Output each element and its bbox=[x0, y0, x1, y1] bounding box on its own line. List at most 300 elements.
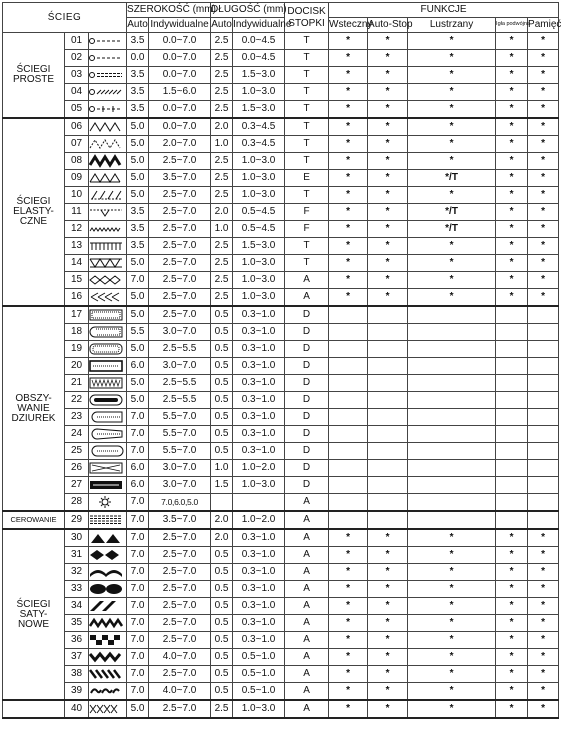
stitch-pattern[interactable] bbox=[89, 67, 127, 84]
stitch-pattern[interactable] bbox=[89, 683, 127, 701]
stitch-pattern[interactable] bbox=[89, 426, 127, 443]
table-row bbox=[3, 547, 559, 564]
func-reverse: * bbox=[329, 153, 368, 170]
table-row bbox=[3, 118, 559, 136]
width-individual: 2.5~7.0 bbox=[149, 564, 211, 581]
stitch-pattern[interactable] bbox=[89, 84, 127, 101]
stitch-pattern[interactable] bbox=[89, 529, 127, 547]
stitch-pattern[interactable] bbox=[89, 511, 127, 529]
presser-foot: A bbox=[285, 666, 329, 683]
func-mirror: * bbox=[408, 67, 496, 84]
stitch-pattern[interactable] bbox=[89, 204, 127, 221]
width-auto: 7.0 bbox=[127, 649, 149, 666]
buttonhole-stretch-icon bbox=[89, 360, 123, 372]
func-twin-needle bbox=[496, 375, 528, 392]
func-reverse: * bbox=[329, 666, 368, 683]
func-mirror: * bbox=[408, 547, 496, 564]
func-reverse: * bbox=[329, 101, 368, 119]
func-mirror bbox=[408, 358, 496, 375]
length-auto: 0.5 bbox=[211, 443, 233, 460]
func-memory bbox=[528, 460, 559, 477]
stitch-number: 14 bbox=[65, 255, 89, 272]
stitch-pattern[interactable] bbox=[89, 221, 127, 238]
func-memory: * bbox=[528, 84, 559, 101]
length-individual: 1.0~3.0 bbox=[233, 84, 285, 101]
stitch-number: 29 bbox=[65, 511, 89, 529]
func-autostop bbox=[368, 306, 408, 324]
stitch-pattern[interactable] bbox=[89, 324, 127, 341]
category-cell bbox=[3, 118, 65, 306]
category-label-line: DZIUREK bbox=[11, 412, 56, 424]
length-auto: 1.5 bbox=[211, 477, 233, 494]
func-memory: * bbox=[528, 272, 559, 289]
func-autostop: * bbox=[368, 547, 408, 564]
table-row bbox=[3, 170, 559, 187]
func-mirror bbox=[408, 477, 496, 494]
func-autostop bbox=[368, 324, 408, 341]
table-row bbox=[3, 494, 559, 512]
func-reverse bbox=[329, 324, 368, 341]
length-auto: 0.5 bbox=[211, 375, 233, 392]
stitch-pattern[interactable] bbox=[89, 33, 127, 50]
width-auto: 7.0 bbox=[127, 494, 149, 512]
stitch-pattern[interactable] bbox=[89, 118, 127, 136]
table-row bbox=[3, 529, 559, 547]
func-mirror: * bbox=[408, 118, 496, 136]
length-individual bbox=[233, 494, 285, 512]
slant-overlock-icon bbox=[89, 189, 123, 201]
func-autostop: * bbox=[368, 666, 408, 683]
stitch-number: 20 bbox=[65, 358, 89, 375]
length-individual: 1.0~3.0 bbox=[233, 272, 285, 289]
func-autostop: * bbox=[368, 187, 408, 204]
func-twin-needle bbox=[496, 306, 528, 324]
satin-zigzag-icon bbox=[89, 617, 123, 629]
width-auto: 7.0 bbox=[127, 564, 149, 581]
table-row bbox=[3, 289, 559, 307]
stitch-number: 24 bbox=[65, 426, 89, 443]
func-mirror bbox=[408, 426, 496, 443]
table-row bbox=[3, 666, 559, 683]
header-functions: FUNKCJE bbox=[329, 3, 559, 18]
func-memory bbox=[528, 494, 559, 512]
width-individual: 0.0~7.0 bbox=[149, 33, 211, 50]
func-reverse: * bbox=[329, 649, 368, 666]
presser-foot: F bbox=[285, 204, 329, 221]
stitch-pattern[interactable] bbox=[89, 392, 127, 409]
header-foot bbox=[285, 3, 329, 33]
func-memory: * bbox=[528, 683, 559, 701]
buttonhole-straight-icon bbox=[89, 479, 123, 491]
width-individual: 4.0~7.0 bbox=[149, 683, 211, 701]
func-reverse: * bbox=[329, 84, 368, 101]
table-row bbox=[3, 324, 559, 341]
category-label-line: OBSZY- bbox=[15, 392, 52, 404]
stitch-pattern[interactable] bbox=[89, 564, 127, 581]
header-foot-line2: STOPKI bbox=[288, 17, 325, 29]
category-cell bbox=[3, 511, 65, 529]
presser-foot: A bbox=[285, 581, 329, 598]
stitch-pattern[interactable] bbox=[89, 170, 127, 187]
func-twin-needle: * bbox=[496, 255, 528, 272]
func-memory: * bbox=[528, 289, 559, 307]
length-individual: 0.5~1.0 bbox=[233, 666, 285, 683]
length-individual: 0.3~1.0 bbox=[233, 529, 285, 547]
width-individual: 3.0~7.0 bbox=[149, 358, 211, 375]
presser-foot: D bbox=[285, 392, 329, 409]
func-memory: * bbox=[528, 101, 559, 119]
category-cell bbox=[3, 529, 65, 700]
length-auto: 2.5 bbox=[211, 67, 233, 84]
stitch-number: 37 bbox=[65, 649, 89, 666]
table-row bbox=[3, 683, 559, 701]
func-autostop: * bbox=[368, 170, 408, 187]
length-individual: 1.0~3.0 bbox=[233, 289, 285, 307]
func-reverse: * bbox=[329, 118, 368, 136]
table-row bbox=[3, 511, 559, 529]
category-label-line: PROSTE bbox=[12, 74, 55, 85]
func-reverse bbox=[329, 358, 368, 375]
stitch-pattern[interactable] bbox=[89, 581, 127, 598]
func-autostop: * bbox=[368, 615, 408, 632]
func-memory: * bbox=[528, 33, 559, 50]
table-row bbox=[3, 67, 559, 84]
length-auto: 2.0 bbox=[211, 529, 233, 547]
func-reverse: * bbox=[329, 187, 368, 204]
stitch-number: 27 bbox=[65, 477, 89, 494]
func-mirror: * bbox=[408, 136, 496, 153]
stitch-number: 35 bbox=[65, 615, 89, 632]
func-mirror: * bbox=[408, 84, 496, 101]
stitch-pattern[interactable] bbox=[89, 187, 127, 204]
width-individual: 2.5~7.0 bbox=[149, 632, 211, 649]
blind-hem-icon bbox=[89, 172, 123, 184]
func-memory bbox=[528, 306, 559, 324]
header-mirror: Lustrzany bbox=[408, 18, 496, 33]
func-autostop: * bbox=[368, 67, 408, 84]
stitch-pattern[interactable] bbox=[89, 409, 127, 426]
func-autostop bbox=[368, 494, 408, 512]
func-mirror: * bbox=[408, 153, 496, 170]
table-row bbox=[3, 632, 559, 649]
presser-foot: A bbox=[285, 700, 329, 718]
presser-foot: T bbox=[285, 118, 329, 136]
header-width-auto: Auto bbox=[127, 18, 149, 33]
length-individual: 1.0~3.0 bbox=[233, 255, 285, 272]
func-memory: * bbox=[528, 666, 559, 683]
stitch-pattern[interactable] bbox=[89, 50, 127, 67]
presser-foot: A bbox=[285, 272, 329, 289]
satin-diamond-icon bbox=[89, 549, 123, 561]
stitch-pattern[interactable] bbox=[89, 649, 127, 666]
func-memory: * bbox=[528, 238, 559, 255]
stitch-number: 36 bbox=[65, 632, 89, 649]
table-row bbox=[3, 255, 559, 272]
func-mirror: * bbox=[408, 700, 496, 718]
header-width: SZEROKOŚĆ (mm) bbox=[127, 3, 211, 18]
width-auto: 5.0 bbox=[127, 136, 149, 153]
category-label-line: ELASTY- bbox=[13, 206, 54, 217]
presser-foot: A bbox=[285, 598, 329, 615]
func-mirror bbox=[408, 306, 496, 324]
width-individual: 2.0~7.0 bbox=[149, 136, 211, 153]
stitch-pattern[interactable] bbox=[89, 700, 127, 718]
length-individual: 1.0~3.0 bbox=[233, 153, 285, 170]
eyelet-icon bbox=[89, 496, 123, 508]
table-row bbox=[3, 341, 559, 358]
func-mirror bbox=[408, 375, 496, 392]
length-individual: 0.3~1.0 bbox=[233, 392, 285, 409]
func-mirror: * bbox=[408, 615, 496, 632]
func-twin-needle: * bbox=[496, 289, 528, 307]
width-auto: 3.5 bbox=[127, 67, 149, 84]
satin-oval-icon bbox=[89, 583, 123, 595]
length-auto: 2.5 bbox=[211, 187, 233, 204]
func-twin-needle bbox=[496, 443, 528, 460]
width-individual: 0.0~7.0 bbox=[149, 50, 211, 67]
header-width-individual: Indywidualne bbox=[149, 18, 211, 33]
length-individual: 0.0~4.5 bbox=[233, 33, 285, 50]
presser-foot: A bbox=[285, 494, 329, 512]
table-row bbox=[3, 136, 559, 153]
length-individual: 0.3~1.0 bbox=[233, 598, 285, 615]
header-length-auto: Auto bbox=[211, 18, 233, 33]
length-individual: 1.5~3.0 bbox=[233, 238, 285, 255]
func-reverse bbox=[329, 460, 368, 477]
func-reverse: * bbox=[329, 136, 368, 153]
length-auto: 0.5 bbox=[211, 324, 233, 341]
satin-wave-icon bbox=[89, 566, 123, 578]
presser-foot: D bbox=[285, 460, 329, 477]
stitch-number: 23 bbox=[65, 409, 89, 426]
func-twin-needle: * bbox=[496, 84, 528, 101]
width-auto: 3.5 bbox=[127, 33, 149, 50]
length-auto: 0.5 bbox=[211, 632, 233, 649]
width-auto: 3.5 bbox=[127, 204, 149, 221]
func-twin-needle: * bbox=[496, 598, 528, 615]
presser-foot: D bbox=[285, 426, 329, 443]
func-reverse bbox=[329, 426, 368, 443]
func-memory: * bbox=[528, 221, 559, 238]
table-row bbox=[3, 392, 559, 409]
width-individual: 0.0~7.0 bbox=[149, 67, 211, 84]
buttonhole-heirloom-icon bbox=[89, 377, 123, 389]
length-individual: 0.3~1.0 bbox=[233, 581, 285, 598]
stitch-pattern[interactable] bbox=[89, 494, 127, 512]
func-autostop: * bbox=[368, 204, 408, 221]
width-auto: 3.5 bbox=[127, 84, 149, 101]
width-auto: 7.0 bbox=[127, 547, 149, 564]
func-autostop: * bbox=[368, 649, 408, 666]
func-reverse bbox=[329, 341, 368, 358]
presser-foot: T bbox=[285, 50, 329, 67]
header-length-individual: Indywidualne bbox=[233, 18, 285, 33]
length-individual: 0.3~4.5 bbox=[233, 136, 285, 153]
func-mirror: * bbox=[408, 598, 496, 615]
stitch-number: 15 bbox=[65, 272, 89, 289]
func-autostop: * bbox=[368, 84, 408, 101]
func-mirror: * bbox=[408, 529, 496, 547]
stitch-pattern[interactable] bbox=[89, 238, 127, 255]
stitch-pattern[interactable] bbox=[89, 306, 127, 324]
width-auto: 7.0 bbox=[127, 426, 149, 443]
table-row bbox=[3, 426, 559, 443]
stitch-pattern[interactable] bbox=[89, 460, 127, 477]
table-row bbox=[3, 700, 559, 718]
table-row bbox=[3, 306, 559, 324]
table-row bbox=[3, 564, 559, 581]
stitch-pattern[interactable] bbox=[89, 289, 127, 307]
bartack-straight-icon bbox=[89, 103, 123, 115]
satin-chevron-icon bbox=[89, 651, 123, 663]
stitch-pattern[interactable] bbox=[89, 632, 127, 649]
func-mirror bbox=[408, 392, 496, 409]
stitch-pattern[interactable] bbox=[89, 341, 127, 358]
func-reverse: * bbox=[329, 529, 368, 547]
stitch-pattern[interactable] bbox=[89, 615, 127, 632]
presser-foot: T bbox=[285, 136, 329, 153]
width-auto: 6.0 bbox=[127, 460, 149, 477]
table-row bbox=[3, 598, 559, 615]
func-twin-needle bbox=[496, 392, 528, 409]
func-memory: * bbox=[528, 67, 559, 84]
table-row bbox=[3, 238, 559, 255]
width-auto: 7.0 bbox=[127, 632, 149, 649]
length-auto: 2.0 bbox=[211, 511, 233, 529]
table-row bbox=[3, 33, 559, 50]
func-autostop: * bbox=[368, 255, 408, 272]
stitch-pattern[interactable] bbox=[89, 358, 127, 375]
width-individual: 2.5~7.0 bbox=[149, 306, 211, 324]
func-twin-needle bbox=[496, 477, 528, 494]
func-memory bbox=[528, 409, 559, 426]
category-label-line: CEROWANIE bbox=[10, 515, 57, 525]
presser-foot: T bbox=[285, 33, 329, 50]
func-twin-needle: * bbox=[496, 547, 528, 564]
func-reverse bbox=[329, 511, 368, 529]
length-individual: 0.5~1.0 bbox=[233, 649, 285, 666]
presser-foot: A bbox=[285, 632, 329, 649]
stitch-pattern[interactable] bbox=[89, 272, 127, 289]
category-label-line: ŚCIEGI bbox=[16, 64, 51, 75]
presser-foot: D bbox=[285, 409, 329, 426]
width-individual: 0.0~7.0 bbox=[149, 118, 211, 136]
width-auto: 5.0 bbox=[127, 375, 149, 392]
func-memory bbox=[528, 375, 559, 392]
func-reverse bbox=[329, 443, 368, 460]
length-individual: 0.3~1.0 bbox=[233, 426, 285, 443]
length-auto: 2.5 bbox=[211, 153, 233, 170]
buttonhole-round-icon bbox=[89, 343, 123, 355]
func-twin-needle bbox=[496, 341, 528, 358]
buttonhole-square-icon bbox=[89, 309, 123, 321]
stitch-number: 28 bbox=[65, 494, 89, 512]
width-auto: 7.0 bbox=[127, 615, 149, 632]
stitch-number: 04 bbox=[65, 84, 89, 101]
length-auto: 1.0 bbox=[211, 136, 233, 153]
func-reverse: * bbox=[329, 700, 368, 718]
width-individual: 2.5~5.5 bbox=[149, 392, 211, 409]
stitch-pattern[interactable] bbox=[89, 547, 127, 564]
width-individual: 5.5~7.0 bbox=[149, 443, 211, 460]
length-individual: 1.0~2.0 bbox=[233, 460, 285, 477]
func-memory: * bbox=[528, 615, 559, 632]
func-autostop bbox=[368, 426, 408, 443]
width-auto: 7.0 bbox=[127, 409, 149, 426]
width-individual: 2.5~7.0 bbox=[149, 666, 211, 683]
func-twin-needle: * bbox=[496, 615, 528, 632]
table-row bbox=[3, 153, 559, 170]
table-row bbox=[3, 581, 559, 598]
func-reverse: * bbox=[329, 615, 368, 632]
func-reverse bbox=[329, 477, 368, 494]
stitch-number: 22 bbox=[65, 392, 89, 409]
length-individual: 0.3~1.0 bbox=[233, 615, 285, 632]
length-individual: 1.5~3.0 bbox=[233, 101, 285, 119]
func-reverse: * bbox=[329, 170, 368, 187]
func-mirror: * bbox=[408, 649, 496, 666]
width-individual: 2.5~7.0 bbox=[149, 238, 211, 255]
presser-foot: T bbox=[285, 238, 329, 255]
width-individual: 5.5~7.0 bbox=[149, 409, 211, 426]
stitch-number: 02 bbox=[65, 50, 89, 67]
presser-foot: T bbox=[285, 101, 329, 119]
stitch-pattern[interactable] bbox=[89, 666, 127, 683]
width-individual: 5.5~7.0 bbox=[149, 426, 211, 443]
stitch-pattern[interactable] bbox=[89, 101, 127, 119]
func-mirror: * bbox=[408, 666, 496, 683]
func-mirror bbox=[408, 494, 496, 512]
stitch-number: 19 bbox=[65, 341, 89, 358]
func-twin-needle: * bbox=[496, 649, 528, 666]
satin-triangle-icon bbox=[89, 532, 123, 544]
stitch-pattern[interactable] bbox=[89, 598, 127, 615]
width-auto: 7.0 bbox=[127, 529, 149, 547]
func-twin-needle: * bbox=[496, 238, 528, 255]
buttonhole-bound-icon bbox=[89, 462, 123, 474]
stitch-pattern[interactable] bbox=[89, 477, 127, 494]
stitch-pattern[interactable] bbox=[89, 153, 127, 170]
stitch-pattern[interactable] bbox=[89, 255, 127, 272]
stitch-pattern[interactable] bbox=[89, 375, 127, 392]
length-individual: 0.3~4.5 bbox=[233, 118, 285, 136]
width-individual: 4.0~7.0 bbox=[149, 649, 211, 666]
func-memory bbox=[528, 392, 559, 409]
stitch-number: 18 bbox=[65, 324, 89, 341]
table-row bbox=[3, 460, 559, 477]
length-auto: 0.5 bbox=[211, 426, 233, 443]
stitch-number: 12 bbox=[65, 221, 89, 238]
func-reverse bbox=[329, 494, 368, 512]
length-auto: 2.5 bbox=[211, 238, 233, 255]
stitch-pattern[interactable] bbox=[89, 443, 127, 460]
width-individual: 2.5~7.0 bbox=[149, 204, 211, 221]
func-memory: * bbox=[528, 170, 559, 187]
func-reverse: * bbox=[329, 564, 368, 581]
func-autostop: * bbox=[368, 221, 408, 238]
func-autostop: * bbox=[368, 564, 408, 581]
table-row bbox=[3, 477, 559, 494]
length-individual: 0.3~1.0 bbox=[233, 341, 285, 358]
func-mirror: */T bbox=[408, 221, 496, 238]
stitch-pattern[interactable] bbox=[89, 136, 127, 153]
table-row bbox=[3, 50, 559, 67]
func-twin-needle: * bbox=[496, 564, 528, 581]
stitch-number: 40 bbox=[65, 700, 89, 718]
func-reverse: * bbox=[329, 632, 368, 649]
stitch-number: 10 bbox=[65, 187, 89, 204]
func-twin-needle bbox=[496, 511, 528, 529]
